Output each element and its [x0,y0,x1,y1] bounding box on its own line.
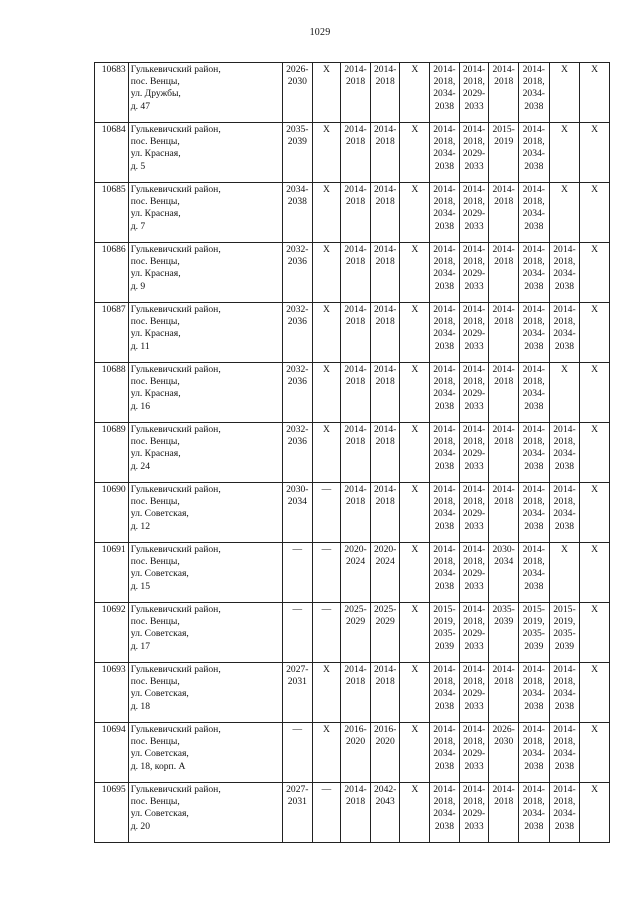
period-cell: 2014- 2018 [341,123,371,183]
period-cell: X [549,63,580,123]
period-cell: X [312,63,341,123]
period-cell: 2014- 2018 [370,63,400,123]
period-cell: X [400,603,430,663]
period-cell: X [400,543,430,603]
period-cell: 2014- 2018, 2034- 2038 [430,783,460,843]
period-cell: 2014- 2018, 2034- 2038 [518,543,549,603]
period-cell: X [400,123,430,183]
address-cell: Гулькевичский район, пос. Венцы, ул. Советская, д. 18 [128,663,282,723]
period-cell: 2014- 2018, 2029- 2033 [459,363,489,423]
period-cell: X [580,603,610,663]
period-cell: X [400,423,430,483]
period-cell: 2014- 2018, 2034- 2038 [518,303,549,363]
period-cell: 2014- 2018, 2034- 2038 [549,663,580,723]
period-cell: 2014- 2018 [370,363,400,423]
address-cell: Гулькевичский район, пос. Венцы, ул. Красная, д. 24 [128,423,282,483]
period-cell: 2014- 2018, 2034- 2038 [430,483,460,543]
table-row [95,663,610,723]
period-cell: X [312,423,341,483]
period-cell: 2014- 2018, 2034- 2038 [518,663,549,723]
period-cell: 2014- 2018, 2034- 2038 [549,303,580,363]
table-row [95,303,610,363]
period-cell: X [400,483,430,543]
period-cell: 2014- 2018, 2034- 2038 [430,423,460,483]
period-cell: 2014- 2018 [370,483,400,543]
address-cell: Гулькевичский район, пос. Венцы, ул. Советская, д. 20 [128,783,282,843]
table-row [95,723,610,783]
period-cell: 2014- 2018, 2034- 2038 [549,483,580,543]
period-cell: 2014- 2018 [489,63,519,123]
period-cell: 2014- 2018, 2034- 2038 [430,303,460,363]
period-cell: 2014- 2018, 2034- 2038 [518,183,549,243]
period-cell: X [580,303,610,363]
address-cell: Гулькевичский район, пос. Венцы, ул. Красная, д. 7 [128,183,282,243]
table-row [95,423,610,483]
address-cell: Гулькевичский район, пос. Венцы, ул. Красная, д. 9 [128,243,282,303]
period-cell: 2030- 2034 [489,543,519,603]
record-number: 10689 [95,423,129,483]
period-cell: — [312,603,341,663]
record-number: 10690 [95,483,129,543]
period-cell: 2025- 2029 [341,603,371,663]
table-row [95,783,610,843]
period-cell: 2014- 2018 [370,423,400,483]
period-cell: 2014- 2018 [489,303,519,363]
period-cell: 2016- 2020 [370,723,400,783]
period-cell: 2014- 2018, 2029- 2033 [459,483,489,543]
record-number: 10685 [95,183,129,243]
period-cell: 2014- 2018, 2034- 2038 [430,123,460,183]
period-cell: X [400,783,430,843]
period-cell: 2014- 2018, 2034- 2038 [518,723,549,783]
period-cell: 2015- 2019, 2035- 2039 [430,603,460,663]
period-cell: 2014- 2018, 2029- 2033 [459,603,489,663]
period-cell: 2014- 2018 [489,423,519,483]
period-cell: X [549,183,580,243]
period-cell: 2014- 2018, 2034- 2038 [549,423,580,483]
period-cell: 2014- 2018, 2034- 2038 [518,63,549,123]
period-cell: X [400,183,430,243]
table-body [95,63,610,843]
period-cell: 2014- 2018, 2034- 2038 [518,123,549,183]
period-cell: X [400,243,430,303]
period-cell: 2014- 2018, 2034- 2038 [430,663,460,723]
period-cell: X [400,663,430,723]
period-cell: 2035- 2039 [283,123,313,183]
period-cell: — [283,723,313,783]
address-cell: Гулькевичский район, пос. Венцы, ул. Красная, д. 16 [128,363,282,423]
period-cell: 2014- 2018, 2034- 2038 [430,243,460,303]
period-cell: X [400,723,430,783]
period-cell: 2014- 2018, 2029- 2033 [459,423,489,483]
period-cell: X [580,543,610,603]
table-row [95,123,610,183]
period-cell: 2032- 2036 [283,423,313,483]
period-cell: 2014- 2018 [489,663,519,723]
period-cell: X [549,123,580,183]
page-number: 1029 [309,27,331,38]
period-cell: X [580,663,610,723]
address-cell: Гулькевичский район, пос. Венцы, ул. Советская, д. 15 [128,543,282,603]
period-cell: — [312,483,341,543]
period-cell: 2014- 2018 [341,303,371,363]
record-number: 10686 [95,243,129,303]
period-cell: 2015- 2019, 2035- 2039 [549,603,580,663]
period-cell: 2014- 2018, 2034- 2038 [430,543,460,603]
record-number: 10687 [95,303,129,363]
period-cell: 2014- 2018, 2034- 2038 [549,723,580,783]
period-cell: X [580,363,610,423]
period-cell: 2014- 2018 [341,423,371,483]
period-cell: X [580,423,610,483]
period-cell: 2026- 2030 [489,723,519,783]
table-row [95,363,610,423]
record-number: 10683 [95,63,129,123]
address-cell: Гулькевичский район, пос. Венцы, ул. Дружбы, д. 47 [128,63,282,123]
period-cell: 2014- 2018 [370,663,400,723]
period-cell: — [312,543,341,603]
period-cell: 2014- 2018 [489,183,519,243]
period-cell: 2014- 2018 [489,783,519,843]
period-cell: 2014- 2018 [341,483,371,543]
period-cell: 2027- 2031 [283,663,313,723]
table-row [95,483,610,543]
address-cell: Гулькевичский район, пос. Венцы, ул. Красная, д. 11 [128,303,282,363]
period-cell: — [312,783,341,843]
period-cell: 2014- 2018 [489,483,519,543]
period-cell: 2014- 2018, 2029- 2033 [459,663,489,723]
period-cell: X [400,303,430,363]
period-cell: 2014- 2018, 2029- 2033 [459,783,489,843]
period-cell: 2015- 2019, 2035- 2039 [518,603,549,663]
period-cell: X [312,663,341,723]
period-cell: 2034- 2038 [283,183,313,243]
period-cell: 2014- 2018, 2029- 2033 [459,183,489,243]
period-cell: 2014- 2018, 2034- 2038 [518,783,549,843]
period-cell: X [400,63,430,123]
period-cell: 2026- 2030 [283,63,313,123]
period-cell: X [312,243,341,303]
period-cell: 2014- 2018, 2029- 2033 [459,543,489,603]
period-cell: X [580,63,610,123]
period-cell: 2014- 2018, 2034- 2038 [518,363,549,423]
address-cell: Гулькевичский район, пос. Венцы, ул. Красная, д. 5 [128,123,282,183]
period-cell: 2014- 2018 [341,183,371,243]
address-cell: Гулькевичский район, пос. Венцы, ул. Советская, д. 17 [128,603,282,663]
period-cell: X [312,183,341,243]
period-cell: X [580,123,610,183]
period-cell: 2020- 2024 [370,543,400,603]
period-cell: 2032- 2036 [283,363,313,423]
period-cell: 2014- 2018, 2034- 2038 [430,183,460,243]
period-cell: 2014- 2018 [341,663,371,723]
record-number: 10691 [95,543,129,603]
period-cell: X [580,243,610,303]
period-cell: 2035- 2039 [489,603,519,663]
period-cell: 2014- 2018, 2029- 2033 [459,63,489,123]
period-cell: X [580,783,610,843]
period-cell: 2014- 2018, 2034- 2038 [518,483,549,543]
record-number: 10694 [95,723,129,783]
period-cell: 2014- 2018, 2034- 2038 [430,63,460,123]
period-cell: X [580,723,610,783]
period-cell: X [312,123,341,183]
period-cell: 2014- 2018, 2034- 2038 [518,243,549,303]
period-cell: X [580,183,610,243]
record-number: 10693 [95,663,129,723]
period-cell: 2014- 2018 [370,183,400,243]
period-cell: 2014- 2018 [341,363,371,423]
period-cell: 2014- 2018, 2034- 2038 [518,423,549,483]
address-cell: Гулькевичский район, пос. Венцы, ул. Советская, д. 18, корп. А [128,723,282,783]
period-cell: 2014- 2018, 2029- 2033 [459,723,489,783]
period-cell: X [549,543,580,603]
period-cell: 2014- 2018 [341,243,371,303]
period-cell: X [549,363,580,423]
period-cell: 2025- 2029 [370,603,400,663]
table-row [95,63,610,123]
period-cell: 2014- 2018 [370,303,400,363]
period-cell: 2032- 2036 [283,303,313,363]
period-cell: 2014- 2018 [370,243,400,303]
period-cell: 2014- 2018 [489,243,519,303]
period-cell: 2027- 2031 [283,783,313,843]
record-number: 10688 [95,363,129,423]
period-cell: 2020- 2024 [341,543,371,603]
period-cell: X [400,363,430,423]
period-cell: 2015- 2019 [489,123,519,183]
period-cell: X [312,363,341,423]
table-row [95,543,610,603]
period-cell: 2014- 2018, 2029- 2033 [459,123,489,183]
table-row [95,183,610,243]
period-cell: 2014- 2018 [489,363,519,423]
housing-register-table [94,62,610,843]
period-cell: 2030- 2034 [283,483,313,543]
period-cell: X [312,723,341,783]
period-cell: 2016- 2020 [341,723,371,783]
record-number: 10692 [95,603,129,663]
period-cell: 2014- 2018 [341,63,371,123]
period-cell: 2014- 2018, 2029- 2033 [459,303,489,363]
record-number: 10684 [95,123,129,183]
period-cell: 2014- 2018 [370,123,400,183]
period-cell: 2032- 2036 [283,243,313,303]
period-cell: X [312,303,341,363]
address-cell: Гулькевичский район, пос. Венцы, ул. Советская, д. 12 [128,483,282,543]
period-cell: 2014- 2018 [341,783,371,843]
period-cell: — [283,543,313,603]
table-row [95,603,610,663]
period-cell: 2042- 2043 [370,783,400,843]
period-cell: 2014- 2018, 2034- 2038 [549,243,580,303]
period-cell: X [580,483,610,543]
period-cell: 2014- 2018, 2029- 2033 [459,243,489,303]
period-cell: — [283,603,313,663]
period-cell: 2014- 2018, 2034- 2038 [430,723,460,783]
period-cell: 2014- 2018, 2034- 2038 [549,783,580,843]
record-number: 10695 [95,783,129,843]
table-row [95,243,610,303]
period-cell: 2014- 2018, 2034- 2038 [430,363,460,423]
